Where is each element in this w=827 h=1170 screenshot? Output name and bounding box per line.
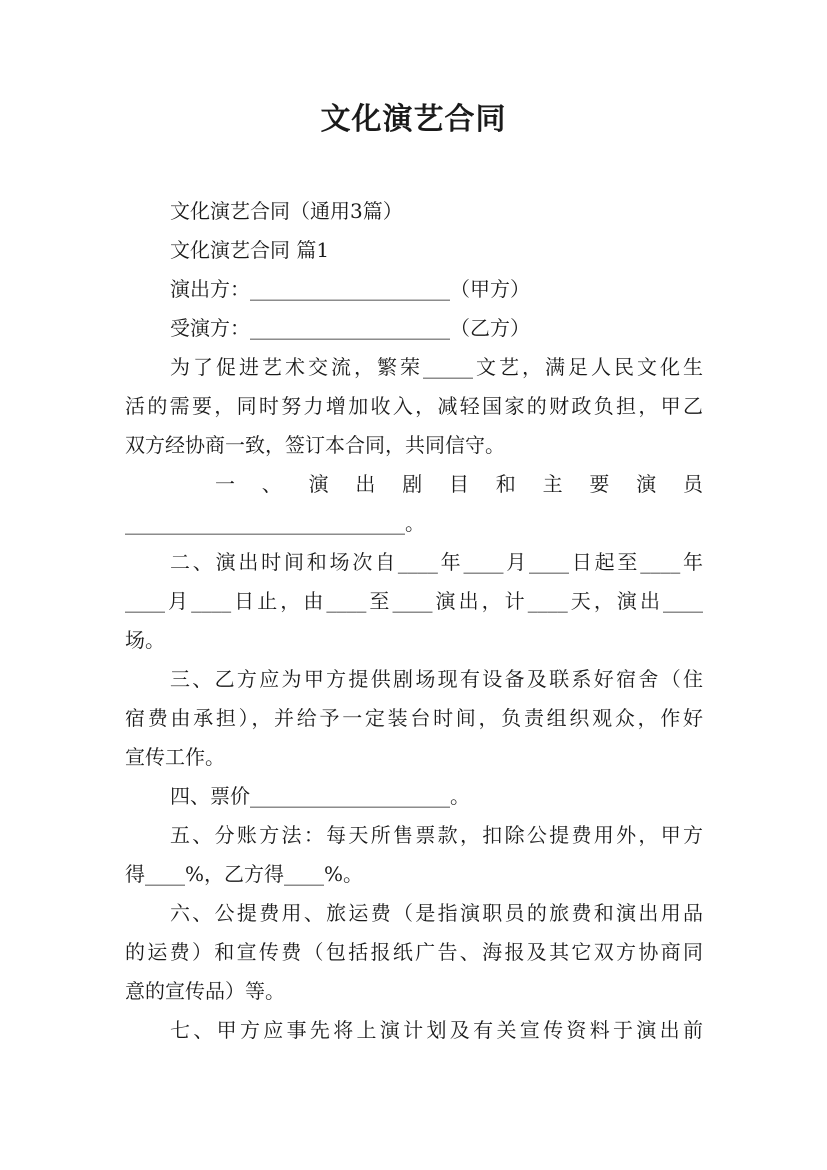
clause-2-line: 场。 (125, 628, 165, 652)
section-heading: 文化演艺合同 篇1 (170, 238, 330, 262)
document-title: 文化演艺合同 (320, 102, 507, 137)
clause-4-line: 四、票价____________________。 (170, 784, 470, 808)
clause-2-line: 二、演出时间和场次自____年____月____日起至____年 (170, 550, 703, 574)
clause-1-heading: 一、演出剧目和主要演员 (215, 472, 703, 496)
subtitle-line: 文化演艺合同（通用3篇） (170, 199, 403, 223)
clause-5-line: 五、分账方法：每天所售票款，扣除公提费用外，甲方 (170, 823, 703, 847)
clause-3-line: 宿费由承担），并给予一定装台时间，负责组织观众，作好 (125, 706, 703, 730)
paragraph-line: 活的需要，同时努力增加收入，减轻国家的财政负担，甲乙 (125, 394, 703, 418)
clause-1-blank: ____________________________。 (125, 511, 425, 535)
clause-6-line: 六、公提费用、旅运费（是指演职员的旅费和演出用品 (170, 901, 703, 925)
clause-3-line: 宣传工作。 (125, 745, 225, 769)
clause-6-line: 意的宣传品）等。 (125, 979, 285, 1003)
clause-7-line: 七、甲方应事先将上演计划及有关宣传资料于演出前 (170, 1018, 703, 1042)
party-a-line: 演出方：____________________（甲方） (170, 277, 530, 301)
party-b-line: 受演方：____________________（乙方） (170, 316, 530, 340)
clause-2-line: ____月____日止，由____至____演出，计____天，演出____ (125, 589, 703, 613)
clause-5-line: 得____%，乙方得____%。 (125, 862, 364, 886)
paragraph-line: 为了促进艺术交流，繁荣_____文艺，满足人民文化生 (170, 355, 703, 379)
paragraph-line: 双方经协商一致，签订本合同，共同信守。 (125, 433, 505, 457)
clause-3-line: 三、乙方应为甲方提供剧场现有设备及联系好宿舍（住 (170, 667, 703, 691)
clause-6-line: 的运费）和宣传费（包括报纸广告、海报及其它双方协商同 (125, 940, 703, 964)
